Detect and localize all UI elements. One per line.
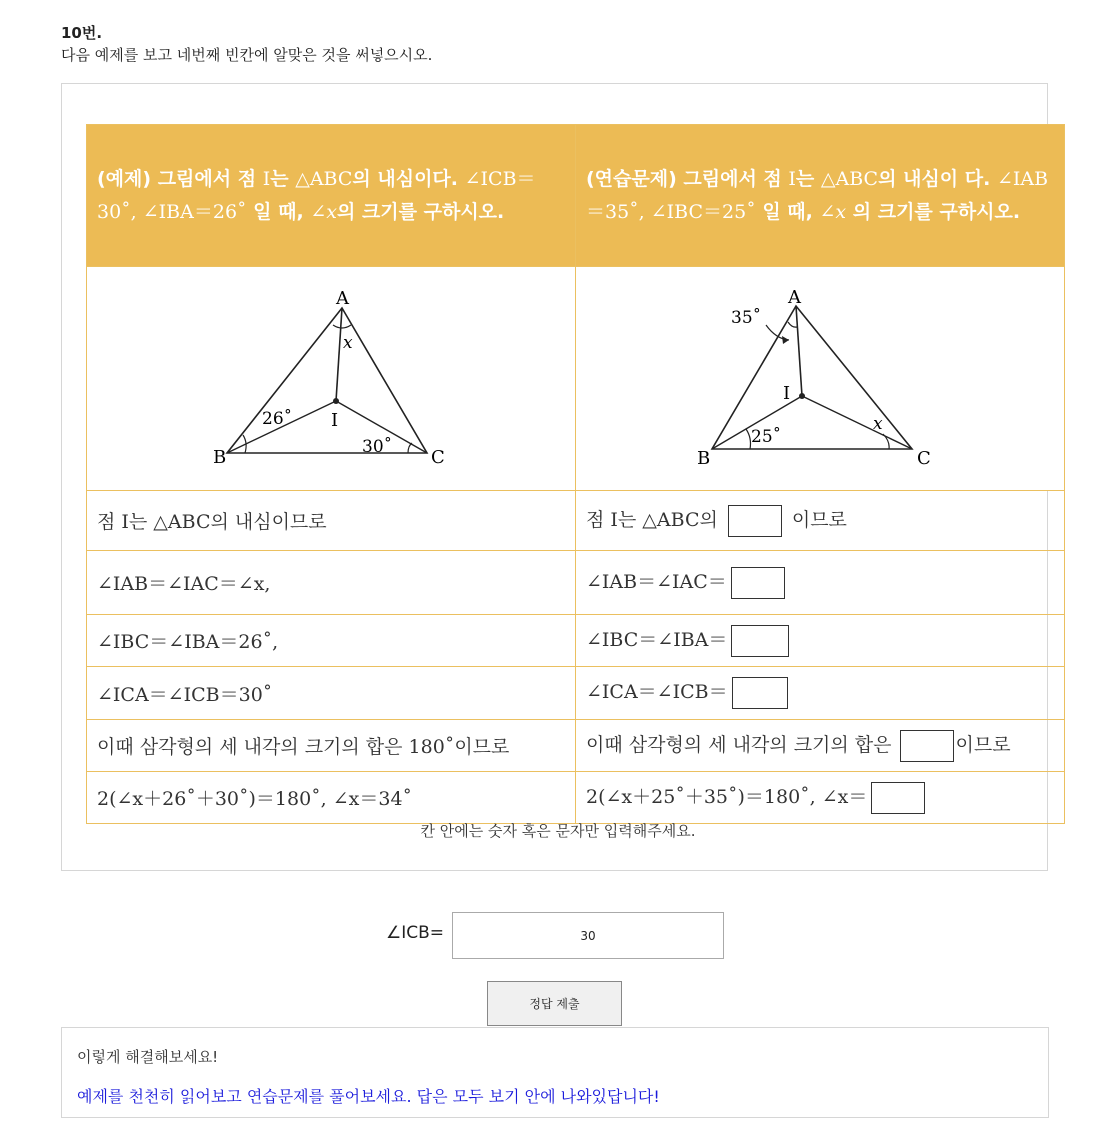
hint-box [61, 1027, 1049, 1118]
example-triangle-figure [97, 267, 565, 486]
example-label-c: C [431, 447, 445, 468]
practice-step: 점 I는 △ABC의 이므로 [576, 491, 1065, 551]
example-angle-b: 26˚ [262, 409, 293, 429]
practice-header: (연습문제) 그림에서 점 I는 △ABC의 내심이 다. ∠IAB＝35˚, ∠IBC＝25˚ 일 때, ∠x 의 크기를 구하시오. [576, 125, 1065, 267]
practice-angle-b: 25˚ [751, 427, 782, 447]
practice-step: ∠IAB＝∠IAC＝ [576, 551, 1065, 615]
example-step: 이때 삼각형의 세 내각의 크기의 합은 180˚이므로 [87, 720, 576, 772]
example-step: 2(∠x＋26˚＋30˚)＝180˚, ∠x＝34˚ [87, 772, 576, 824]
example-step: ∠IBC＝∠IBA＝26˚, [87, 615, 576, 667]
hint-text: 예제를 천천히 읽어보고 연습문제를 풀어보세요. 답은 모두 보기 안에 나와있답니다! [77, 1087, 660, 1106]
example-step: ∠ICA＝∠ICB＝30˚ [87, 667, 576, 720]
practice-label-i: I [783, 383, 791, 404]
question-number: 10번. [61, 24, 103, 42]
hint-title: 이렇게 해결해보세요! [77, 1048, 219, 1066]
blank-2-input[interactable] [731, 567, 785, 599]
answer-input[interactable] [452, 912, 724, 959]
answer-label: ∠ICB= [386, 923, 445, 943]
blank-4-input[interactable] [732, 677, 788, 709]
practice-step: 2(∠x＋25˚＋35˚)＝180˚, ∠x＝ [576, 772, 1065, 824]
blank-3-input[interactable] [731, 625, 789, 657]
practice-label-b: B [697, 448, 711, 469]
example-label-x: x [343, 333, 353, 353]
example-step: 점 I는 △ABC의 내심이므로 [87, 491, 576, 551]
practice-label-a: A [788, 287, 801, 308]
practice-figure-cell [576, 267, 1065, 491]
question-instruction: 다음 예제를 보고 네번째 빈칸에 알맞은 것을 써넣으시오. [61, 46, 433, 64]
blank-5-input[interactable] [900, 730, 954, 762]
practice-step: ∠IBC＝∠IBA＝ [576, 615, 1065, 667]
example-label-b: B [213, 447, 227, 468]
practice-angle-a: 35˚ [731, 308, 762, 328]
example-label-i: I [331, 410, 339, 431]
submit-answer-button[interactable]: 정답 제출 [487, 981, 622, 1026]
blank-6-input[interactable] [871, 782, 925, 814]
practice-step: ∠ICA＝∠ICB＝ [576, 667, 1065, 720]
practice-label-x: x [873, 414, 883, 434]
practice-step: 이때 삼각형의 세 내각의 크기의 합은 이므로 [576, 720, 1065, 772]
practice-label-c: C [917, 448, 931, 469]
example-label-a: A [336, 288, 349, 309]
worksheet-table [86, 124, 1065, 824]
practice-triangle-figure [586, 267, 1054, 486]
input-note: 칸 안에는 숫자 혹은 문자만 입력해주세요. [420, 822, 696, 840]
example-step: ∠IAB＝∠IAC＝∠x, [87, 551, 576, 615]
example-angle-c: 30˚ [362, 437, 393, 457]
example-figure-cell [87, 267, 576, 491]
blank-1-input[interactable] [728, 505, 782, 537]
example-header: (예제) 그림에서 점 I는 △ABC의 내심이다. ∠ICB＝30˚, ∠IBA＝26˚ 일 때, ∠x의 크기를 구하시오. [87, 125, 576, 267]
